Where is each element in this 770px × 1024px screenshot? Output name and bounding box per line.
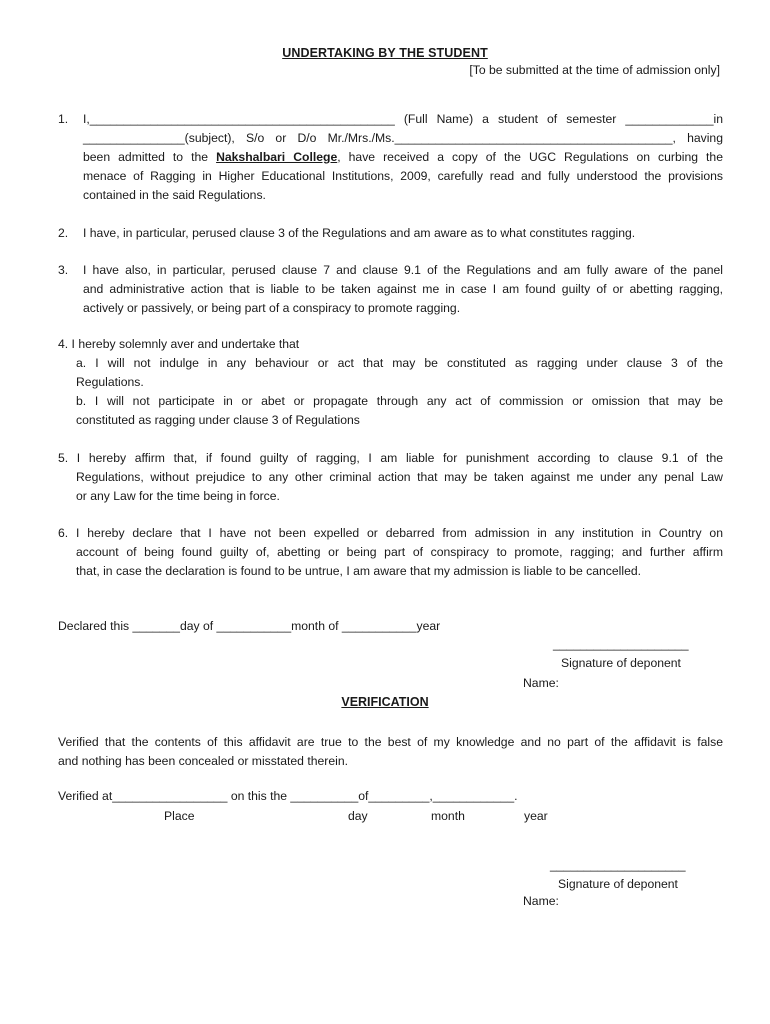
name-label: Name: bbox=[523, 676, 559, 690]
clause-number: 1. bbox=[58, 112, 69, 126]
signature-line: ____________________ bbox=[550, 858, 686, 872]
verification-line: Verified that the contents of this affidavit are true to the best of my knowledge and no part of the affidavit is false bbox=[58, 735, 723, 749]
clause-line: 5. I hereby affirm that, if found guilty of ragging, I am liable for punishment according to clause 9.1 of the bbox=[58, 451, 723, 465]
verification-line: and nothing has been concealed or misstated therein. bbox=[58, 754, 348, 768]
year-label: year bbox=[524, 809, 548, 823]
signature-line: ____________________ bbox=[553, 637, 689, 651]
clause-number: 2. bbox=[58, 226, 69, 240]
clause-line: I have, in particular, perused clause 3 of the Regulations and am aware as to what constitutes ragging. bbox=[83, 226, 636, 240]
clause-2 bbox=[58, 224, 723, 243]
declaration-line: Declared this _______day of ___________month of ___________year bbox=[58, 619, 441, 633]
signature-label: Signature of deponent bbox=[561, 656, 681, 670]
day-label: day bbox=[348, 809, 368, 823]
clause-5 bbox=[58, 449, 723, 506]
document-subtitle: [To be submitted at the time of admission only] bbox=[469, 63, 720, 77]
clause-3 bbox=[58, 261, 723, 318]
verification-heading: VERIFICATION bbox=[341, 695, 429, 709]
clause-1 bbox=[58, 110, 723, 205]
clause-line: 4. I hereby solemnly aver and undertake that bbox=[58, 337, 300, 351]
clause-6 bbox=[58, 524, 723, 581]
verification-statement bbox=[58, 733, 723, 771]
clause-line: or any Law for the time being in force. bbox=[76, 489, 280, 503]
verified-at-line: Verified at_________________ on this the __________of_________,____________. bbox=[58, 789, 518, 803]
sub-clause-b: b. I will not participate in or abet or propagate through any act of commission or omission that may be bbox=[76, 394, 723, 408]
place-label: Place bbox=[164, 809, 195, 823]
document-title: UNDERTAKING BY THE STUDENT bbox=[282, 46, 488, 60]
clause-line: menace of Ragging in Higher Educational Institutions, 2009, carefully read and fully understood the provisions bbox=[83, 169, 723, 183]
sub-clause-a: a. I will not indulge in any behaviour or act that may be constituted as ragging under clause 3 of the bbox=[76, 356, 723, 370]
month-label: month bbox=[431, 809, 465, 823]
clause-line: been admitted to the Nakshalbari College, have received a copy of the UGC Regulations on curbing the bbox=[83, 150, 723, 164]
clause-line: actively or passively, or being part of a conspiracy to promote ragging. bbox=[83, 301, 461, 315]
sub-clause-a-cont: Regulations. bbox=[76, 375, 144, 389]
clause-line: contained in the said Regulations. bbox=[83, 188, 266, 202]
clause-line: 6. I hereby declare that I have not been expelled or debarred from admission in any institution in Country on bbox=[58, 526, 723, 540]
clause-line: and administrative action that is liable to be taken against me in case I am found guilty of or abetting ragging, bbox=[83, 282, 723, 296]
clause-line: that, in case the declaration is found to be untrue, I am aware that my admission is liable to be cancelled. bbox=[76, 564, 642, 578]
clause-line: _______________(subject), S/o or D/o Mr./Mrs./Ms._________________________________________, having bbox=[83, 131, 723, 145]
college-name: Nakshalbari College bbox=[216, 150, 338, 164]
clause-line: I have also, in particular, perused clause 7 and clause 9.1 of the Regulations and am fully aware of the panel bbox=[83, 263, 723, 277]
clause-line: Regulations, without prejudice to any other criminal action that may be taken against me under any penal Law bbox=[76, 470, 723, 484]
clause-number: 3. bbox=[58, 263, 69, 277]
sub-clause-b-cont: constituted as ragging under clause 3 of Regulations bbox=[76, 413, 360, 427]
name-label: Name: bbox=[523, 894, 559, 908]
clause-line: I,_____________________________________________ (Full Name) a student of semester _____________in bbox=[83, 112, 723, 126]
signature-label: Signature of deponent bbox=[558, 877, 678, 891]
clause-4 bbox=[58, 335, 723, 430]
clause-line: account of being found guilty of, abetting or being part of conspiracy to promote, ragging; and further affirm bbox=[76, 545, 723, 559]
